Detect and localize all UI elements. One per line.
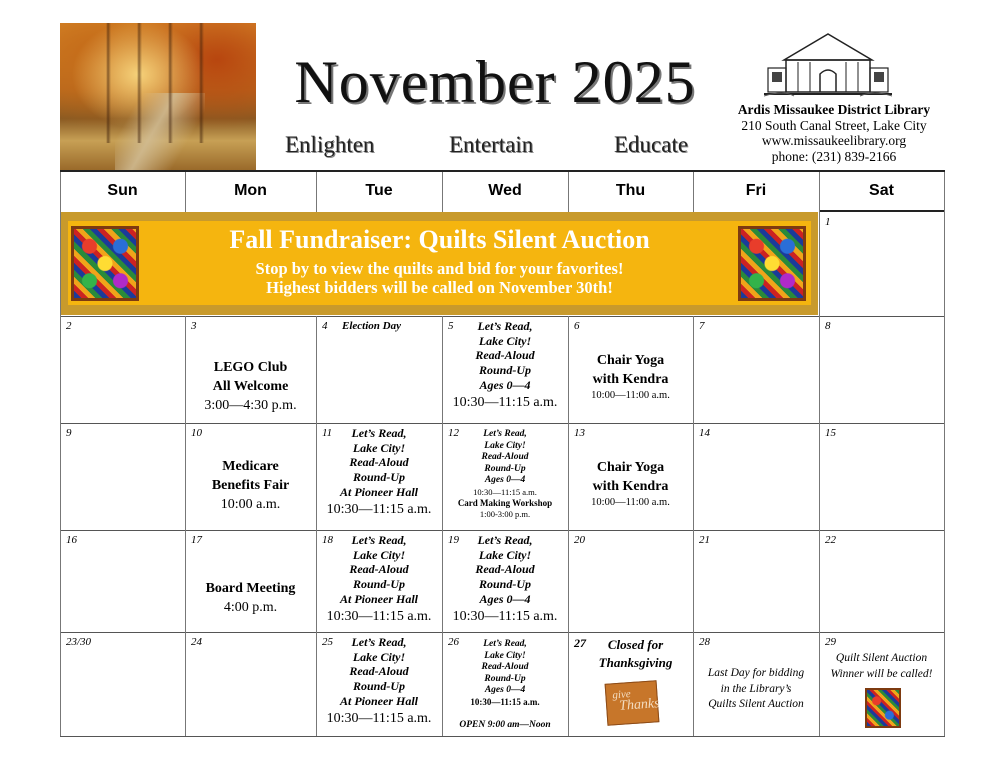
day-cell [693,632,819,736]
event-chair-yoga [568,351,693,402]
event-line: Read-Aloud [475,348,535,363]
date-number: 21 [699,534,710,546]
date-number: 2 [66,320,72,332]
day-cell [819,530,944,632]
banner-title: Fall Fundraiser: Quilts Silent Auction [229,225,650,254]
date-number: 26 [448,636,459,648]
date-number: 9 [66,427,72,439]
event-line: Lake City! [484,440,526,451]
library-contact [724,102,944,164]
date-number: 27 [574,636,586,650]
event-line: At Pioneer Hall [340,484,418,499]
fundraiser-banner [61,212,818,315]
event-line: Lake City! [478,547,532,562]
event-line: Round-Up [352,679,405,694]
event-title: Benefits Fair [211,478,290,493]
event-line: Round-Up [484,463,526,474]
event-line: Read-Aloud [349,455,409,470]
event-auction-winner [819,651,944,682]
banner-line: Highest bidders will be called on November 30th! [266,278,613,297]
date-number: 28 [699,636,710,648]
date-number: 29 [825,636,836,648]
day-cell [316,423,442,530]
day-cell [442,316,568,423]
event-title: Board Meeting [205,581,296,596]
day-cell [693,530,819,632]
event-title: with Kendra [592,479,669,494]
event-line: Ages 0—4 [484,475,526,485]
col-divider [944,172,945,736]
event-line: At Pioneer Hall [340,693,418,708]
event-time: 1:00-3:00 p.m. [479,508,531,519]
event-time: 4:00 p.m. [223,600,278,615]
quilt-image [865,688,901,728]
date-number: 17 [191,534,202,546]
date-number: 8 [825,320,831,332]
day-header-fri: Fri [745,182,767,199]
day-cell [185,530,316,632]
event-line: Let’s Read, [483,429,527,439]
event-time: 10:30—11:15 a.m. [326,501,432,517]
event-line: Read-Aloud [481,662,529,672]
event-time: 10:00—11:00 a.m. [591,390,670,401]
day-cell [185,316,316,423]
event-line: Winner will be called! [830,667,933,680]
event-line: Round-Up [352,577,405,592]
event-lego-club [185,358,316,415]
day-header-mon: Mon [234,182,267,199]
day-cell [185,632,316,736]
event-board-meeting [185,579,316,617]
day-cell [819,212,944,316]
thanks-text: Thanks [618,696,661,714]
day-cell [442,423,568,530]
open-hours-note: OPEN 9:00 am—Noon [459,720,551,730]
event-time: 10:30—11:15 a.m. [452,608,558,624]
event-time: 3:00—4:30 p.m. [204,398,297,413]
date-number: 25 [322,636,333,648]
day-cell [693,316,819,423]
motto-entertain: Entertain [449,132,534,157]
day-header-sat: Sat [869,182,894,199]
event-medicare-fair [185,457,316,514]
library-website: www.missaukeelibrary.org [761,133,907,148]
event-title: Chair Yoga [596,460,665,475]
day-cell [819,316,944,423]
event-line: Let’s Read, [351,533,407,547]
date-number: 11 [322,427,333,439]
event-line: Ages 0—4 [479,591,531,606]
date-number: 14 [699,427,710,439]
event-line: At Pioneer Hall [340,591,418,606]
event-line: Round-Up [484,673,526,684]
date-number: 15 [825,427,836,439]
event-line: Lake City! [484,650,526,661]
event-line: Quilt Silent Auction [835,652,928,664]
event-read-aloud [442,639,568,708]
event-time: 10:00—11:00 a.m. [591,497,670,508]
event-line: Round-Up [352,470,405,485]
event-title: Medicare [222,459,279,474]
event-line: Thanksgiving [598,655,673,670]
day-cell [60,316,185,423]
day-cell [568,530,693,632]
event-line: Ages 0—4 [479,377,531,392]
event-line: Closed for [607,637,664,652]
autumn-path-photo [60,23,256,170]
event-line: Quilts Silent Auction [708,698,804,710]
event-time: 10:00 a.m. [220,497,281,512]
give-text: give [611,688,632,702]
library-building-icon [764,30,892,100]
day-header-sun: Sun [107,182,138,199]
event-line: Read-Aloud [475,562,535,577]
day-header-tue: Tue [365,182,393,199]
event-title: with Kendra [592,372,669,387]
event-time: 10:30—11:15 a.m. [326,608,432,624]
banner-line: Stop by to view the quilts and bid for your favorites! [255,259,624,278]
event-line: Let’s Read, [351,426,407,440]
event-line: Ages 0—4 [484,685,526,695]
event-read-aloud [442,319,568,412]
date-number: 23/30 [66,636,92,648]
event-line: Let’s Read, [351,635,407,649]
event-election-day: Election Day [342,320,401,332]
event-line: Lake City! [478,333,532,348]
event-line: Round-Up [478,363,531,378]
event-line: Lake City! [352,547,406,562]
day-cell [60,530,185,632]
event-time: 10:30—11:15 a.m. [470,696,540,707]
day-cell [693,423,819,530]
event-read-aloud [316,426,442,519]
day-cell [442,530,568,632]
event-title: All Welcome [212,379,289,394]
event-line: Lake City! [352,440,406,455]
day-header-thu: Thu [615,182,646,199]
day-cell [316,632,442,736]
date-number: 22 [825,534,836,546]
event-read-aloud [316,533,442,626]
event-read-aloud [442,429,568,520]
event-last-day-bidding [693,666,819,713]
event-chair-yoga [568,458,693,509]
event-closed-thanksgiving [568,636,693,672]
day-cell [568,316,693,423]
date-number: 4 [322,320,328,332]
date-number: 16 [66,534,77,546]
date-number: 10 [191,427,202,439]
event-read-aloud [316,635,442,728]
event-line: Lake City! [352,649,406,664]
event-title: Chair Yoga [596,353,665,368]
day-header-wed: Wed [488,182,522,199]
day-cell [819,632,944,736]
date-number: 5 [448,320,454,332]
event-title: LEGO Club [213,360,288,375]
event-line: Last Day for bidding [707,667,805,679]
motto-enlighten: Enlighten [285,132,375,157]
library-phone: phone: (231) 839-2166 [771,148,897,164]
day-cell [819,423,944,530]
date-number: 20 [574,534,585,546]
date-number: 6 [574,320,580,332]
event-time: 10:30—11:15 a.m. [473,486,537,497]
page-title: November 2025 [294,49,696,115]
day-cell [442,632,568,736]
date-number: 1 [825,216,831,228]
day-cell [60,423,185,530]
day-cell [316,530,442,632]
library-name: Ardis Missaukee District Library [737,102,931,117]
date-number: 3 [191,320,197,332]
event-line: Read-Aloud [349,664,409,679]
date-number: 19 [448,534,459,546]
event-time: 10:30—11:15 a.m. [452,394,558,410]
day-cell [568,423,693,530]
day-cell [60,632,185,736]
date-number: 12 [448,427,459,439]
event-line: Round-Up [478,577,531,592]
date-number: 7 [699,320,705,332]
day-cell [185,423,316,530]
event-line: Read-Aloud [481,452,529,462]
event-line: Let’s Read, [477,533,533,547]
date-number: 24 [191,636,202,648]
motto-educate: Educate [614,132,689,157]
event-line: Let’s Read, [477,319,533,333]
date-number: 18 [322,534,333,546]
event-line: Let’s Read, [483,639,527,649]
give-thanks-image [605,680,660,726]
banner-subtitle [68,259,811,297]
event-line: Read-Aloud [349,562,409,577]
event-read-aloud [442,533,568,626]
date-number: 13 [574,427,585,439]
event-card-making: Card Making Workshop [457,497,553,508]
event-time: 10:30—11:15 a.m. [326,710,432,726]
day-cell [568,632,693,736]
row-divider [60,736,945,737]
day-cell [316,316,442,423]
library-address: 210 South Canal Street, Lake City [741,117,927,133]
event-line: in the Library’s [720,682,792,695]
